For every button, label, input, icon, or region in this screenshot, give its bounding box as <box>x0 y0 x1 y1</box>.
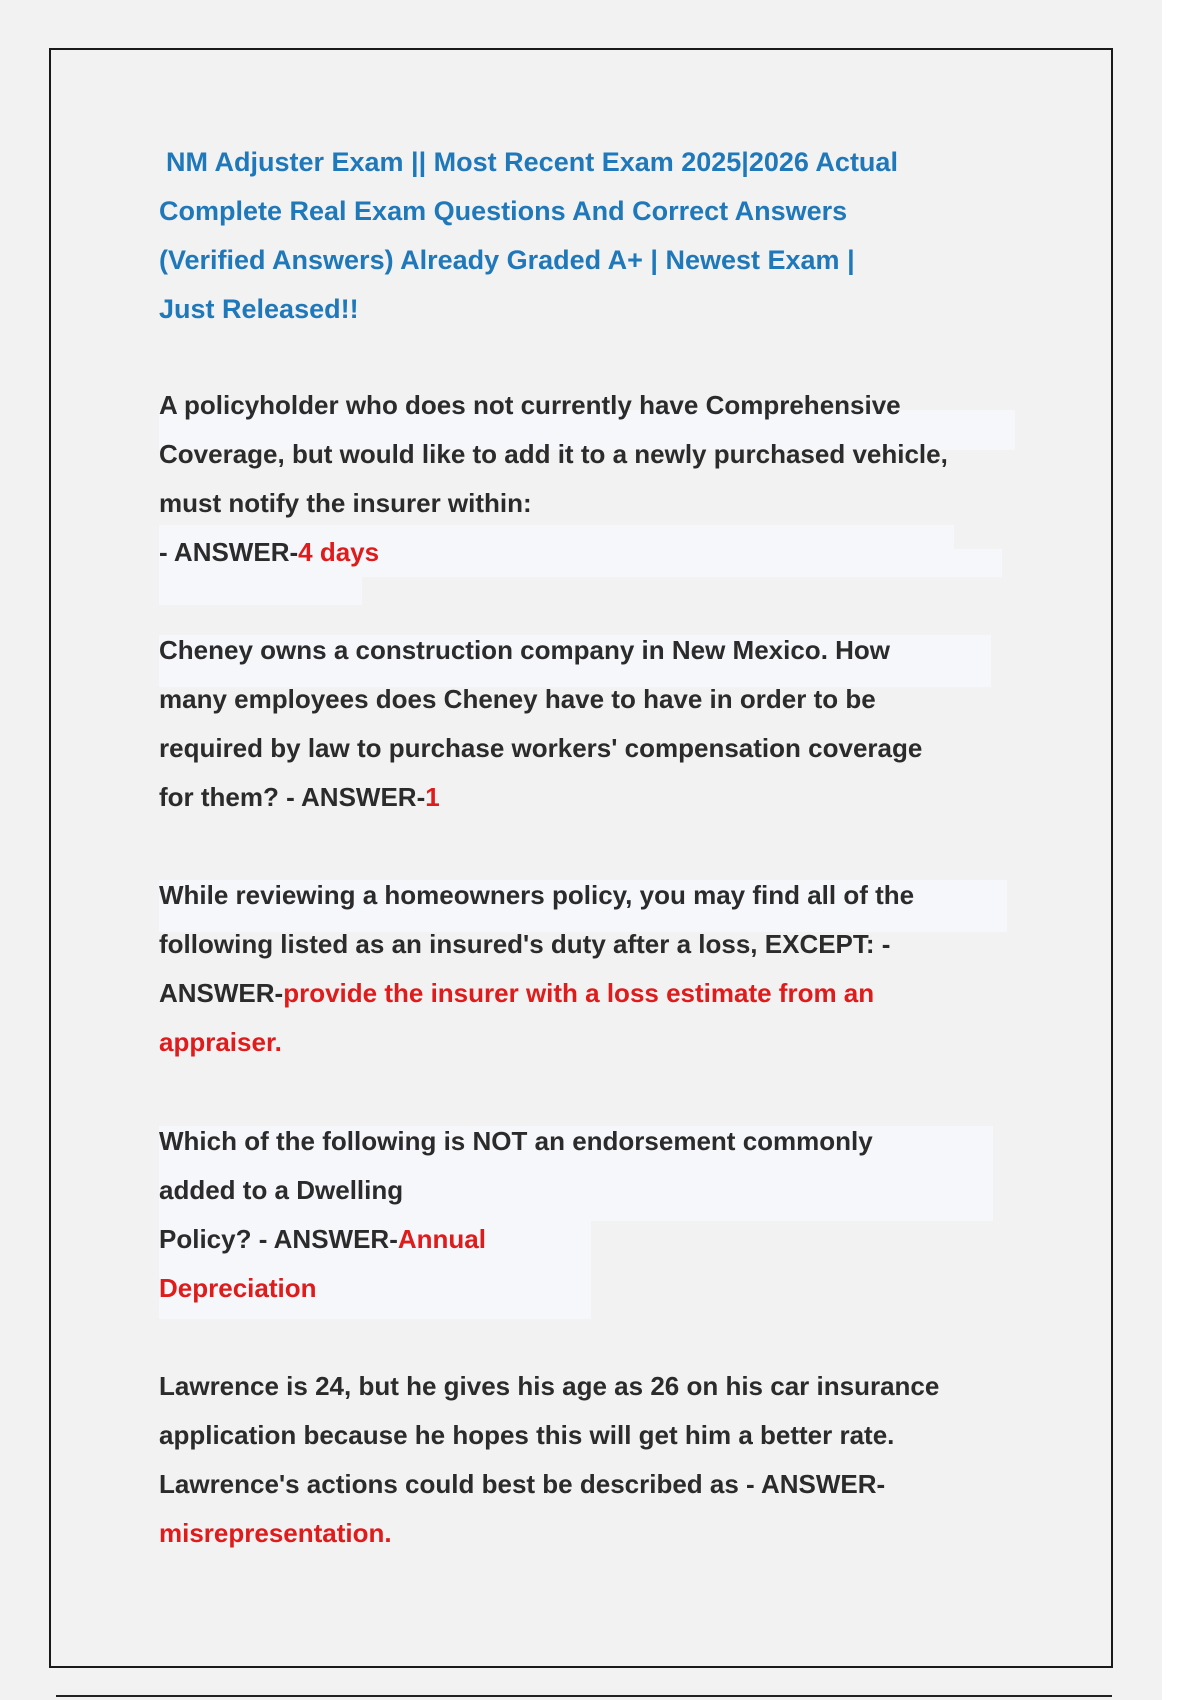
word: endorsement <box>572 1126 736 1156</box>
question-block-1 <box>159 381 1019 577</box>
word: commonly <box>742 1126 873 1156</box>
question-text-justified <box>159 1117 993 1166</box>
answer-text: misrepresentation. <box>159 1518 392 1548</box>
word: following <box>322 1126 437 1156</box>
question-block-2 <box>159 626 1019 822</box>
question-block-5 <box>159 1362 1019 1558</box>
word: Policy? <box>159 1224 252 1254</box>
word: - <box>258 1224 268 1254</box>
answer-text: provide the insurer with a loss estimate from an <box>283 978 875 1008</box>
question-text: Cheney owns a construction company in New Mexico. How <box>159 635 891 665</box>
document-title <box>159 138 979 334</box>
answer-text: Depreciation <box>159 1273 317 1303</box>
question-text: for them? - ANSWER- <box>159 782 426 812</box>
question-text: must notify the insurer within: <box>159 488 532 518</box>
answer-label: ANSWER- <box>273 1224 398 1254</box>
answer-text: 4 days <box>298 537 380 567</box>
highlight-bg <box>159 577 362 605</box>
title-line: Just Released!! <box>159 294 359 324</box>
answer-text: Annual <box>397 1224 486 1254</box>
word: Which <box>159 1126 237 1156</box>
question-text: A policyholder who does not currently have Comprehensive <box>159 390 901 420</box>
question-block-3 <box>159 871 1019 1067</box>
bottom-rule <box>56 1695 1112 1697</box>
right-gutter <box>1162 0 1200 1700</box>
word: is <box>443 1126 466 1156</box>
question-text: Coverage, but would like to add it to a newly purchased vehicle, <box>159 439 948 469</box>
question-block-4 <box>159 1117 999 1313</box>
answer-line <box>159 1215 589 1264</box>
word: of <box>244 1126 269 1156</box>
question-text: many employees does Cheney have to have in order to be <box>159 684 876 714</box>
answer-line <box>159 969 1019 1018</box>
answer-text: appraiser. <box>159 1027 282 1057</box>
answer-group <box>274 1224 486 1254</box>
question-text: following listed as an insured's duty after a loss, EXCEPT: - <box>159 929 891 959</box>
title-line: NM Adjuster Exam || Most Recent Exam 2025|2026 Actual <box>166 147 898 177</box>
answer-line <box>159 528 1019 577</box>
question-text: Lawrence is 24, but he gives his age as 26 on his car insurance <box>159 1371 940 1401</box>
title-line: (Verified Answers) Already Graded A+ | Newest Exam | <box>159 245 855 275</box>
word: the <box>276 1126 316 1156</box>
answer-line <box>159 773 1019 822</box>
question-text: added to a Dwelling <box>159 1175 404 1205</box>
word: NOT <box>472 1126 528 1156</box>
title-line: Complete Real Exam Questions And Correct Answers <box>159 196 848 226</box>
answer-label: ANSWER- <box>159 978 284 1008</box>
question-text: While reviewing a homeowners policy, you may find all of the <box>159 880 915 910</box>
question-text: application because he hopes this will get him a better rate. <box>159 1420 895 1450</box>
question-text: required by law to purchase workers' compensation coverage <box>159 733 923 763</box>
answer-label: - ANSWER- <box>159 537 299 567</box>
word: an <box>534 1126 565 1156</box>
answer-text: 1 <box>425 782 440 812</box>
answer-line: Lawrence's actions could best be described as - ANSWER- <box>159 1469 886 1499</box>
